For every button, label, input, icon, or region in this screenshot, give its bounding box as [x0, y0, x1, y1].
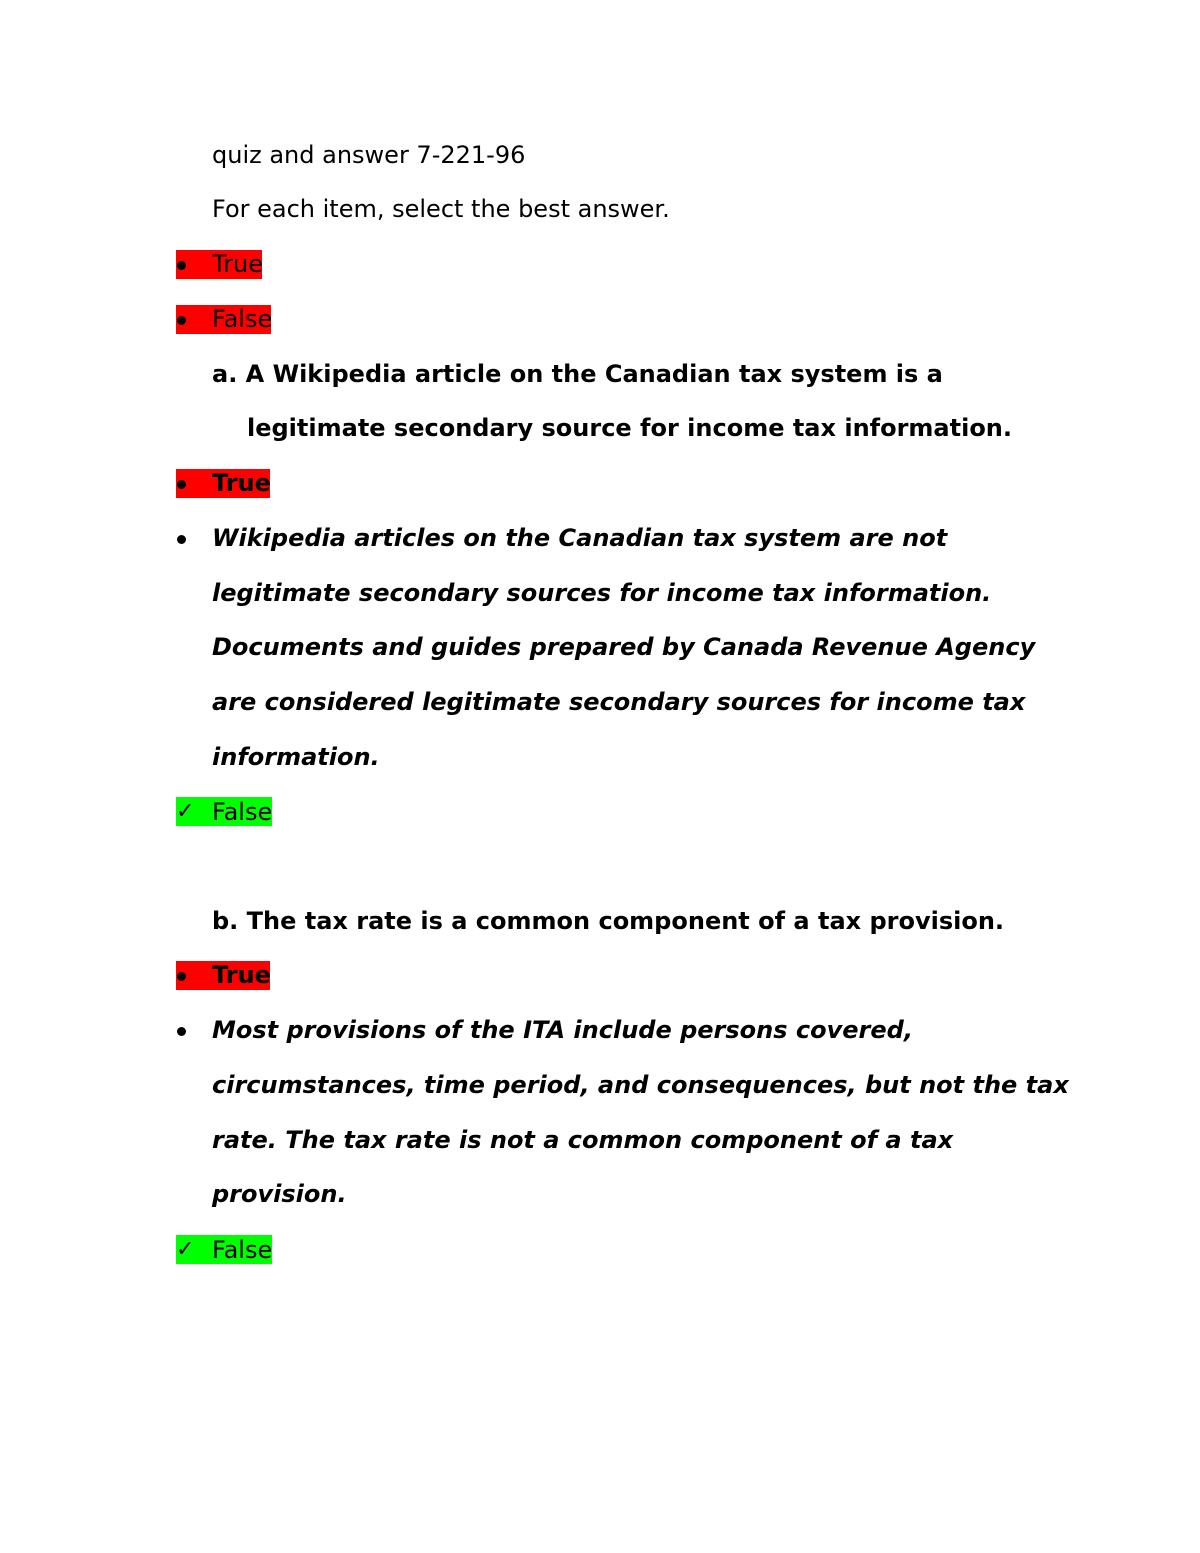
question-b-option-true[interactable]: True: [212, 961, 271, 989]
question-a-option-true[interactable]: True: [212, 469, 271, 497]
checkmark-icon: ✓: [176, 1237, 195, 1262]
instruction-text: For each item, select the best answer.: [212, 195, 670, 223]
explanation-a-line: legitimate secondary sources for income tax information.: [212, 579, 992, 607]
option-false[interactable]: False: [212, 305, 273, 333]
question-b-text: b. The tax rate is a common component of a tax provision.: [212, 907, 1005, 935]
explanation-b-line: circumstances, time period, and consequences, but not the tax: [212, 1071, 1069, 1099]
explanation-a-line: Wikipedia articles on the Canadian tax system are not: [212, 524, 948, 552]
explanation-b-line: provision.: [212, 1180, 347, 1208]
explanation-b-line: Most provisions of the ITA include persons covered,: [212, 1016, 913, 1044]
explanation-a-line: are considered legitimate secondary sources for income tax: [212, 688, 1026, 716]
checkmark-icon: ✓: [176, 799, 195, 824]
explanation-a-line: information.: [212, 743, 380, 771]
question-b-option-false[interactable]: False: [212, 1236, 273, 1264]
explanation-a-line: Documents and guides prepared by Canada Revenue Agency: [212, 633, 1036, 661]
page-title: quiz and answer 7-221-96: [212, 141, 526, 169]
question-a-text: a. A Wikipedia article on the Canadian tax system is a: [212, 360, 943, 388]
question-a-text-cont: legitimate secondary source for income tax information.: [247, 414, 1013, 442]
option-true[interactable]: True: [212, 250, 263, 278]
question-a-option-false[interactable]: False: [212, 798, 273, 826]
explanation-b-line: rate. The tax rate is not a common component of a tax: [212, 1126, 954, 1154]
